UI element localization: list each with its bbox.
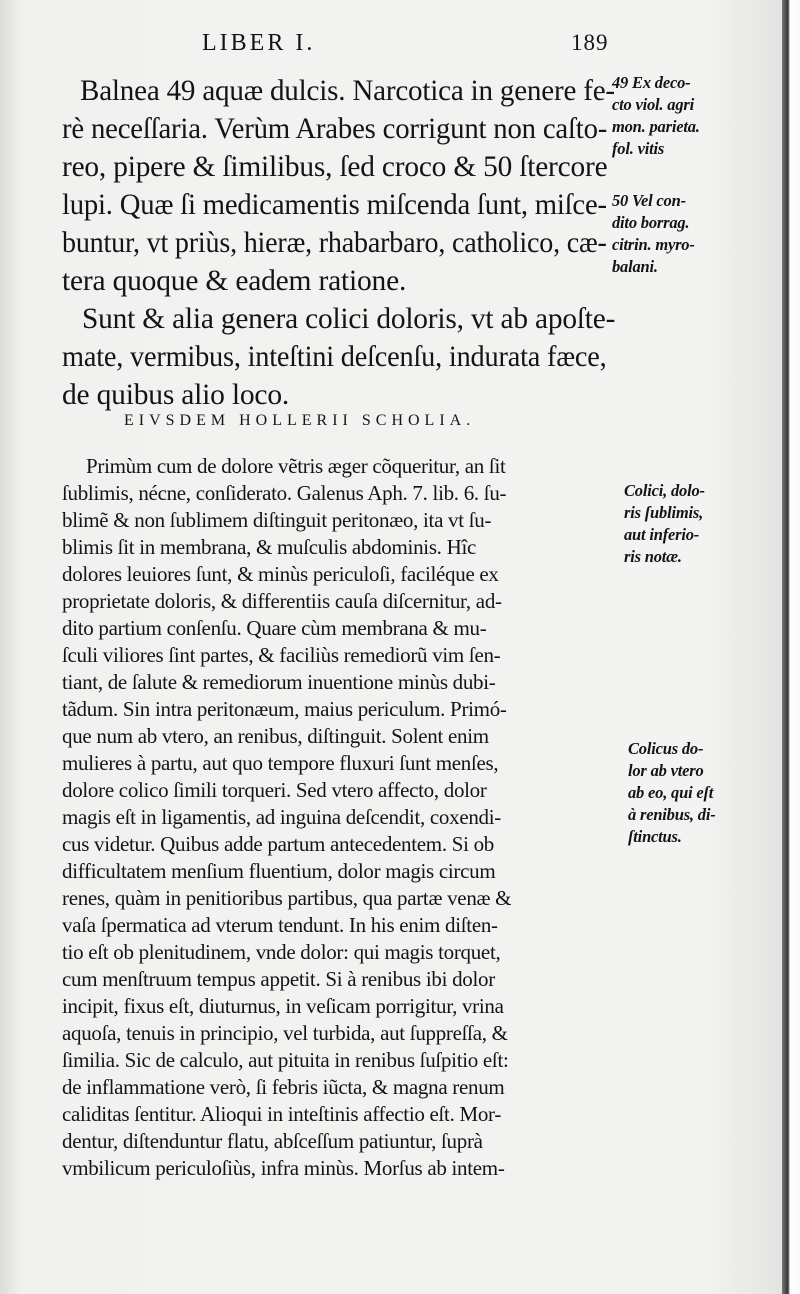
scholia-text-line: dentur, diſtenduntur flatu, abſceſſum patiuntur, ſuprà (62, 1129, 483, 1153)
margin-note-line: 49 Ex deco- (612, 73, 691, 92)
margin-note-line: citrin. myro- (612, 235, 695, 254)
scholia-text-line: proprietate doloris, & differentiis cauſa diſcernitur, ad- (62, 589, 502, 613)
margin-note-line: ris ſublimis, (624, 503, 704, 522)
main-text-line: Balnea 49 aquæ dulcis. Narcotica in genere fe- (80, 75, 615, 107)
margin-note-line: cto viol. agri (612, 95, 694, 114)
scholia-text-line: ſimilia. Sic de calculo, aut pituita in renibus ſuſpitio eſt: (62, 1048, 509, 1072)
main-text-line: tera quoque & eadem ratione. (62, 265, 407, 297)
main-text-line: reo, pipere & ſimilibus, ſed croco & 50 ſtercore (62, 151, 608, 183)
main-text-line: de quibus alio loco. (62, 379, 290, 411)
margin-note-line: fol. vitis (612, 139, 665, 158)
scholia-text-line: caliditas ſentitur. Alioqui in inteſtinis affectio eſt. Mor- (62, 1102, 502, 1126)
scholia-text-line: vmbilicum periculoſiùs, infra minùs. Morſus ab intem- (62, 1156, 505, 1180)
scholia-text-line: vaſa ſpermatica ad vterum tendunt. In his enim diſten- (62, 913, 498, 937)
margin-note-line: à renibus, di- (628, 805, 716, 824)
scholia-text-line: blimẽ & non ſublimem diſtinguit peritonæo, ita vt ſu- (62, 508, 492, 532)
margin-note-colicus (628, 738, 716, 848)
main-text-line: lupi. Quæ ſi medicamentis miſcenda ſunt, miſce- (62, 189, 607, 221)
margin-note-line: Colicus do- (628, 739, 704, 758)
scholia-heading: EIVSDEM HOLLERII SCHOLIA. (124, 412, 476, 429)
main-text-line: buntur, vt priùs, hieræ, rhabarbaro, catholico, cæ- (62, 227, 607, 259)
scholia-text-line: tio eſt ob plenitudinem, vnde dolor: qui magis torquet, (62, 940, 501, 964)
margin-note-line: balani. (612, 257, 658, 276)
scholia-text-line: ſublimis, nécne, conſiderato. Galenus Aph. 7. lib. 6. ſu- (62, 481, 507, 505)
running-title: LIBER I. (202, 30, 316, 56)
scholia-text-line: renes, quàm in penitioribus partibus, qua partæ venæ & (62, 886, 512, 910)
scholia-text-line: de inflammatione verò, ſi febris iũcta, & magna renum (62, 1075, 505, 1099)
scholia-text-line: incipit, fixus eſt, diuturnus, in veſicam porrigitur, vrina (62, 994, 504, 1018)
scholia-text-line: blimis ſit in membrana, & muſculis abdominis. Hîc (62, 535, 477, 559)
scholia-text-line: mulieres à partu, aut quo tempore fluxuri ſunt menſes, (62, 751, 499, 775)
scholia-text-line: ſculi viliores ſint partes, & faciliùs remediorũ vim ſen- (62, 643, 501, 667)
margin-note-line: 50 Vel con- (612, 191, 686, 210)
scholia-text-line: cum menſtruum tempus appetit. Si à renibus ibi dolor (62, 967, 495, 991)
scholia-text-line: Primùm cum de dolore vẽtris æger cõqueritur, an ſit (86, 454, 506, 478)
margin-note-line: ab eo, qui eſt (628, 783, 714, 802)
margin-note-50 (612, 190, 695, 278)
margin-note-line: mon. parieta. (612, 117, 700, 136)
scholia-text-line: tiant, de ſalute & remediorum inuentione minùs dubi- (62, 670, 496, 694)
scholia-text-line: dito partium conſenſu. Quare cùm membrana & mu- (62, 616, 487, 640)
margin-note-line: dito borrag. (612, 213, 690, 232)
scholia-text-line: aquoſa, tenuis in principio, vel turbida, aut ſuppreſſa, & (62, 1021, 508, 1045)
page-number: 189 (571, 30, 609, 55)
margin-note-line: ſtinctus. (628, 827, 682, 846)
margin-note-line: lor ab vtero (628, 761, 704, 780)
main-text-line: Sunt & alia genera colici doloris, vt ab apoſte- (82, 303, 616, 335)
scholia-text-line: difficultatem menſium fluentium, dolor magis circum (62, 859, 496, 883)
scholia-text-line: dolores leuiores ſunt, & minùs periculoſi, faciléque ex (62, 562, 499, 586)
margin-note-49 (612, 72, 700, 160)
main-text-line: rè neceſſaria. Verùm Arabes corrigunt non caſto- (62, 113, 608, 145)
scholia-text-line: magis eſt in ligamentis, ad inguina deſcendit, coxendi- (62, 805, 501, 829)
page-edge (782, 0, 800, 1294)
margin-note-line: Colici, dolo- (624, 481, 705, 500)
scholia-text-line: que num ab vtero, an renibus, diſtinguit. Solent enim (62, 724, 489, 748)
margin-note-colici (624, 480, 705, 568)
main-text-line: mate, vermibus, inteſtini deſcenſu, indurata fæce, (62, 341, 607, 373)
scholia-text-line: dolore colico ſimili torqueri. Sed vtero affecto, dolor (62, 778, 487, 802)
margin-note-line: aut inferio- (624, 525, 700, 544)
scholia-text-line: tãdum. Sin intra peritonæum, maius periculum. Primó- (62, 697, 507, 721)
margin-note-line: ris notæ. (624, 547, 682, 566)
scholia-text-line: cus videtur. Quibus adde partum antecedentem. Si ob (62, 832, 495, 856)
